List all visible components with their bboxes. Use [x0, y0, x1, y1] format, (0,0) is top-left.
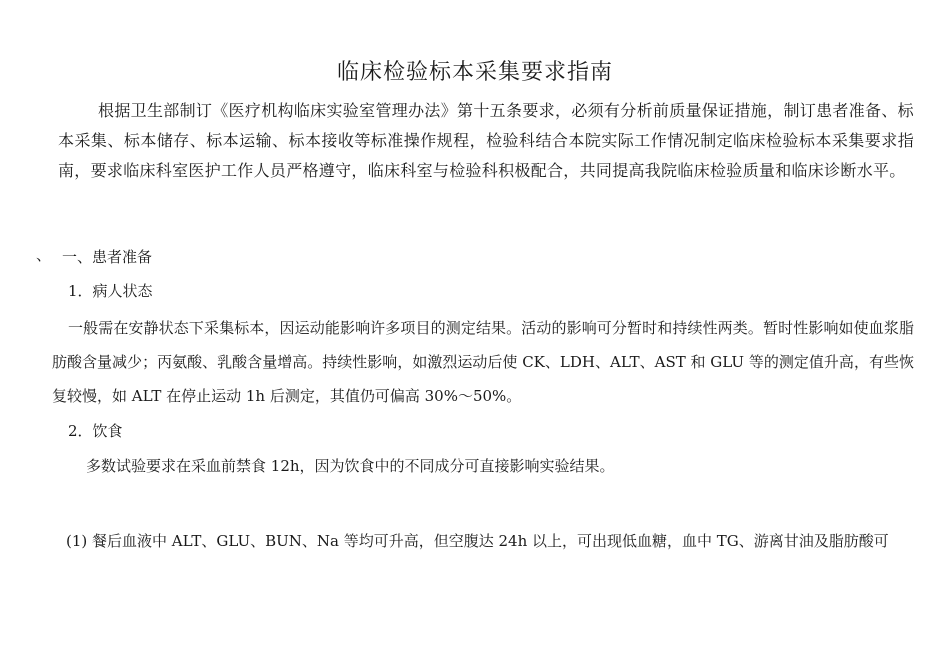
list-marker: 、: [36, 246, 52, 264]
intro-paragraph: 根据卫生部制订《医疗机构临床实验室管理办法》第十五条要求，必须有分析前质量保证措施，制订患者准备、标本采集、标本储存、标本运输、标本接收等标准操作规程，检验科结合本院实际工作情况制定临床检验标本采集要求指南，要求临床科室医护工作人员严格遵守，临床科室与检验科积极配合，共同提高我院临床检验质量和临床诊断水平。: [58, 101, 914, 180]
subheading-diet: 2．饮食: [68, 422, 123, 440]
subheading-patient-state: 1．病人状态: [68, 282, 153, 300]
diet-note-1: (1) 餐后血液中 ALT、GLU、BUN、Na 等均可升高，但空腹达 24h 以上，可出现低血糖，血中 TG、游离甘油及脂肪酸可: [66, 532, 889, 550]
section-heading-patient-preparation: 一、患者准备: [62, 248, 153, 266]
document-title: 临床检验标本采集要求指南: [336, 60, 613, 85]
diet-paragraph: 多数试验要求在采血前禁食 12h，因为饮食中的不同成分可直接影响实验结果。: [86, 457, 615, 475]
patient-state-paragraph: 一般需在安静状态下采集标本，因运动能影响许多项目的测定结果。活动的影响可分暂时和持续性两类。暂时性影响如使血浆脂肪酸含量减少；丙氨酸、乳酸含量增高。持续性影响，如激烈运动后使 CK、LDH、ALT、AST 和 GLU 等的测定值升高，有些恢复较慢，如 ALT 在停止运动 1h 后测定，其值仍可偏高 30%～50%。: [52, 319, 914, 405]
